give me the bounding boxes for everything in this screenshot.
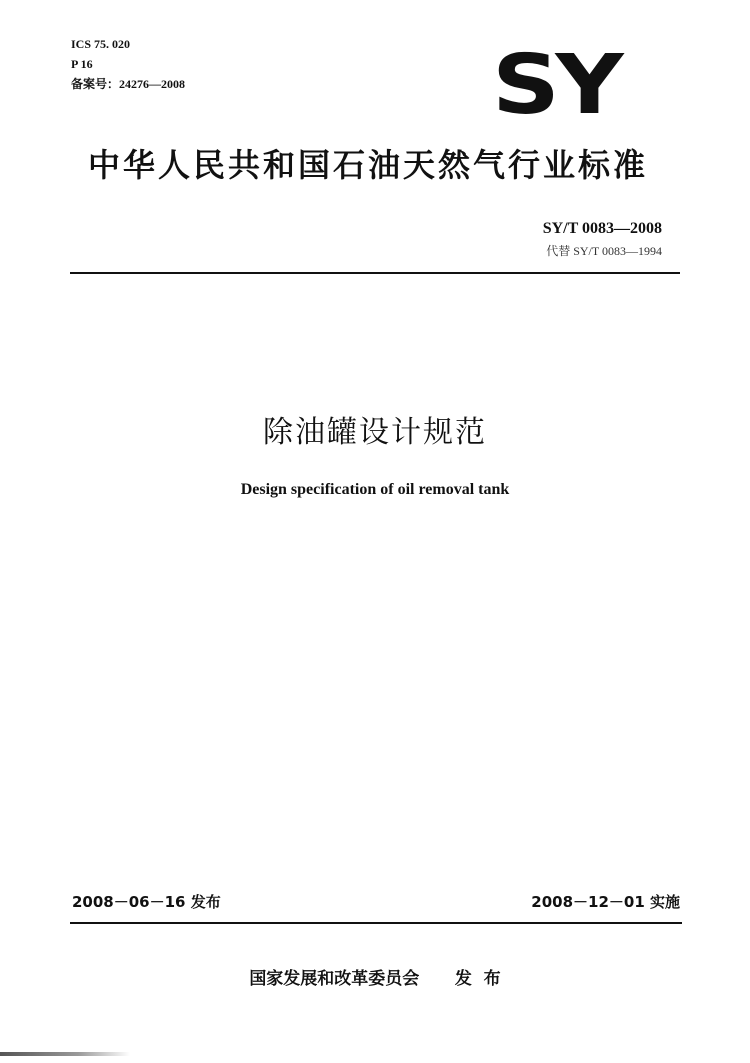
issue-date: 2008－06－16 发布 — [72, 893, 221, 911]
effective-date: 2008－12－01 实施 — [531, 893, 680, 911]
ics-code: ICS 75. 020 — [71, 37, 131, 51]
scan-artifact — [0, 1052, 130, 1056]
document-title-cn: 除油罐设计规范 — [263, 415, 487, 450]
record-number: 备案号：24276—2008 — [71, 77, 186, 91]
category-code: P 16 — [71, 57, 93, 71]
issuing-authority: 国家发展和改革委员会 发 布 — [249, 969, 501, 989]
sy-logo: SY — [492, 38, 620, 133]
replaces-standard: 代替 SY/T 0083—1994 — [546, 244, 662, 258]
standard-number: SY/T 0083—2008 — [542, 220, 662, 237]
org-title: 中华人民共和国石油天然气行业标准 — [88, 146, 649, 184]
document-title-en: Design specification of oil removal tank — [240, 481, 510, 498]
top-divider — [70, 272, 680, 274]
bottom-divider — [70, 922, 682, 924]
